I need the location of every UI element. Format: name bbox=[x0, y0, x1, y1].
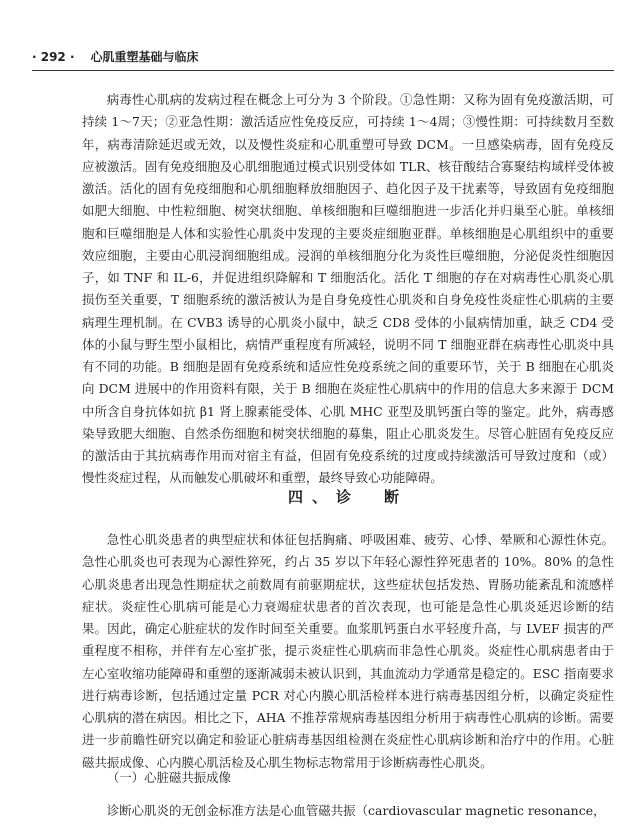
subsection-title-cmr: （一）心脏磁共振成像 bbox=[107, 770, 231, 785]
body-paragraph-cmr: 诊断心肌炎的无创金标准方法是心血管磁共振（cardiovascular magnetic resonance， bbox=[106, 803, 606, 818]
section-title-diagnosis: 四、诊 断 bbox=[287, 488, 408, 506]
header-divider bbox=[32, 70, 614, 71]
body-paragraph-pathogenesis: 病毒性心肌病的发病过程在概念上可分为 3 个阶段。①急性期：又称为固有免疫激活期，可持续 1～7天；②亚急性期：激活适应性免疫反应，可持续 1～4周；③慢性期：可持续数月至数年，病毒清除延迟或无效，以及慢性炎症和心肌重塑可导致 DCM。一旦感染病毒，固有免疫反应被激活。固有免疫细胞及心肌细胞通过模式识别受体如 TLR、核苷酸结合寡聚结构域样受体被激活。活化的固有免疫细胞和心肌细胞释放细胞因子、趋化因子及干扰素等，导致固有免疫细胞如肥大细胞、中性粒细胞、树突状细胞、单核细胞和巨噬细胞进一步活化并归巢至心脏。单核细胞和巨噬细胞是人体和实验性心肌炎中发现的主要炎症细胞亚群。单核细胞是心肌组织中的重要效应细胞，主要由心肌浸润细胞组成。浸润的单核细胞分化为炎性巨噬细胞，分泌促炎性细胞因子，如 TNF 和 IL-6，并促进组织降解和 T 细胞活化。活化 T 细胞的存在对病毒性心肌炎心肌损伤至关重要，T 细胞系统的激活被认为是自身免疫性心肌炎和自身免疫性炎症性心肌病的主要病理生理机制。在 CVB3 诱导的心肌炎小鼠中，缺乏 CD8 受体的小鼠病情加重，缺乏 CD4 受体的小鼠与野生型小鼠相比，病情严重程度有所减轻，说明不同 T 细胞亚群在病毒性心肌炎中具有不同的功能。B 细胞是固有免疫系统和适应性免疫系统之间的重要环节，关于 B 细胞在心肌炎向 DCM 进展中的作用资料有限，关于 B 细胞在炎症性心肌病中的作用的信息大多来源于 DCM 中所含自身抗体如抗 β1 肾上腺素能受体、心肌 MHC 亚型及肌钙蛋白等的鉴定。此外，病毒感染导致肥大细胞、自然杀伤细胞和树突状细胞的募集，阻止心肌炎发生。尽管心脏固有免疫反应的激活由于其抗病毒作用而对宿主有益，但固有免疫系统的过度或持续激活可导致过度和（或）慢性炎症过程，从而触发心肌破坏和重塑，最终导致心功能障碍。 bbox=[82, 92, 614, 486]
diagnosis-section bbox=[82, 529, 614, 774]
body-paragraph-diagnosis: 急性心肌炎患者的典型症状和体征包括胸痛、呼吸困难、疲劳、心悸、晕厥和心源性休克。急性心肌炎也可表现为心源性猝死，约占 35 岁以下年轻心源性猝死患者的 10%。80% 的急性心肌炎患者出现急性期症状之前数周有前驱期症状，这些症状包括发热、胃肠功能紊乱和流感样症状。炎症性心肌病可能是心力衰竭症状患者的首次表现，也可能是急性心肌炎延迟诊断的结果。因此，确定心脏症状的发作时间至关重要。血浆肌钙蛋白水平轻度升高，与 LVEF 损害的严重程度不相称，并伴有左心室扩张，提示炎症性心肌病而非急性心肌炎。炎症性心肌病患者由于左心室收缩功能障碍和重塑的逐渐减弱未被认识到，其血流动力学通常是稳定的。ESC 指南要求进行病毒诊断，包括通过定量 PCR 对心内膜心肌活检样本进行病毒基因组分析，以确定炎症性心肌病的潜在病因。相比之下，AHA 不推荐常规病毒基因组分析用于病毒性心肌病的诊断。需要进一步前瞻性研究以确定和验证心脏病毒基因组检测在炎症性心肌病诊断和治疗中的作用。心脏磁共振成像、心内膜心肌活检及心肌生物标志物常用于诊断病毒性心肌炎。 bbox=[82, 532, 614, 770]
cmr-section bbox=[82, 800, 614, 822]
pathogenesis-section bbox=[82, 89, 614, 490]
running-header bbox=[32, 48, 614, 65]
book-title: 心肌重塑基础与临床 bbox=[90, 50, 199, 64]
page-number: · 292 · bbox=[32, 50, 75, 64]
